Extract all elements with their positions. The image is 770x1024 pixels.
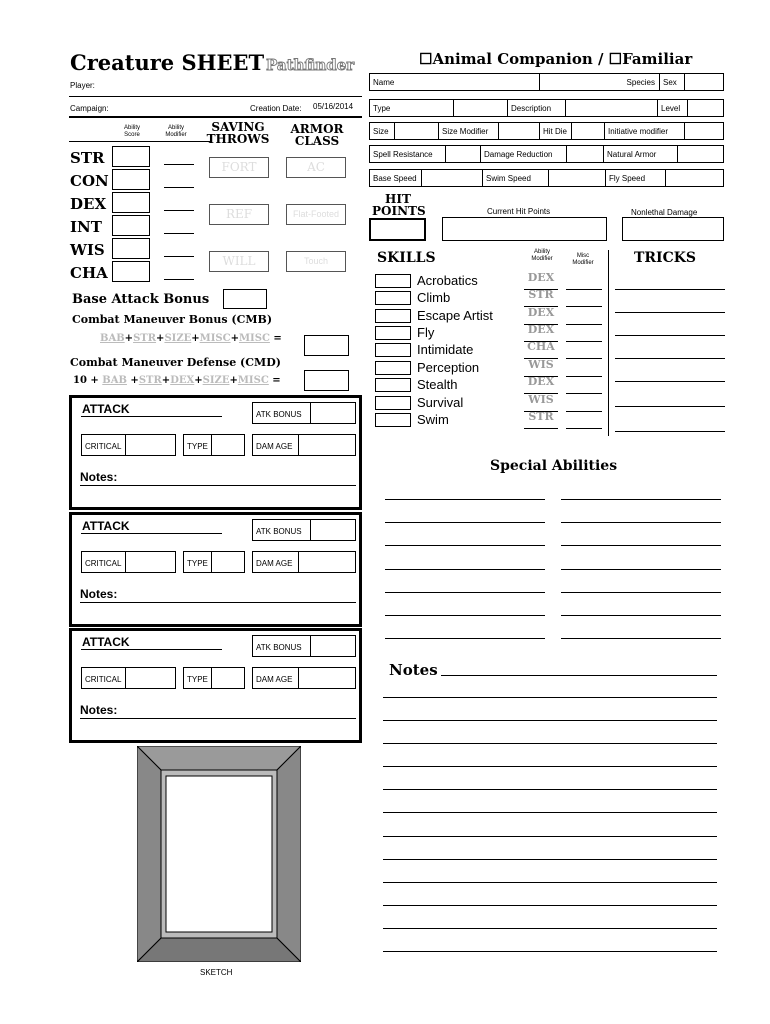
row-type [369,99,724,117]
special-ability-line[interactable] [385,522,545,523]
skill-misc-line[interactable] [566,306,602,307]
bab-label: Base Attack Bonus [72,292,210,307]
atk-bonus-divider [310,403,311,423]
skill-ability: DEX [527,323,555,336]
skill-ability: DEX [527,306,555,319]
current-hp-box[interactable] [442,217,607,241]
level-label-cell: Level [658,100,688,116]
skill-rank-box[interactable] [375,361,411,375]
int-modifier-line[interactable] [164,233,194,234]
attack-name-line[interactable] [81,649,222,650]
notes-line[interactable] [383,720,717,721]
atk-bonus-divider [310,520,311,540]
ability-header-rule [69,141,211,142]
special-ability-line[interactable] [561,522,721,523]
nonlethal-label: Nonlethal Damage [631,208,698,217]
fly-speed-field[interactable] [666,170,723,186]
special-abilities-header: Special Abilities [490,458,618,474]
skill-ability: STR [528,410,554,423]
critical-divider [125,435,126,455]
player-line[interactable] [69,96,362,97]
notes-line[interactable] [383,697,717,698]
skill-ability-line [524,376,558,377]
skill-ability: DEX [527,375,555,388]
skill-ability-line [524,341,558,342]
skill-ability: WIS [528,393,554,406]
critical-divider [125,552,126,572]
creation-date-value: 05/16/2014 [313,102,354,111]
sheet-title: Creature SHEET [70,50,265,75]
notes-line[interactable] [383,951,717,952]
ability-str-label: STR [70,149,105,167]
atk-bonus-field[interactable] [252,519,356,541]
skill-rank-box[interactable] [375,343,411,357]
fort-save-box[interactable]: FORT [209,157,269,178]
damage-label: DAM AGE [256,442,293,451]
skill-name: Fly [417,325,435,340]
special-ability-line[interactable] [561,592,721,593]
cmb-box[interactable] [304,335,349,356]
size-modifier-field[interactable] [499,123,540,139]
ability-dex-label: DEX [70,195,107,213]
dex-modifier-line[interactable] [164,210,194,211]
attack-block-3 [69,628,362,743]
attack-name-line[interactable] [81,416,222,417]
skill-rank-box[interactable] [375,309,411,323]
special-ability-line[interactable] [385,615,545,616]
special-ability-line[interactable] [385,569,545,570]
skill-name: Stealth [417,377,458,392]
base-speed-label-cell: Base Speed [370,170,422,186]
skill-name: Climb [417,290,451,305]
type-field[interactable]: Type [370,100,454,116]
trick-line[interactable] [615,406,725,407]
special-ability-line[interactable] [561,545,721,546]
nonlethal-box[interactable] [622,217,724,241]
initiative-label-cell: Initiative modifier [605,123,685,139]
skill-ability-line [524,358,558,359]
skill-name: Escape Artist [417,308,493,323]
skill-rank-box[interactable] [375,413,411,427]
atk-bonus-label: ATK BONUS [256,410,302,419]
special-ability-line[interactable] [561,499,721,500]
skill-ability-line [524,428,558,429]
sex-label-cell: Sex [660,74,685,90]
attack-notes-line[interactable] [80,718,356,719]
type-value[interactable] [454,100,508,116]
saving-throws-header: SAVING THROWS [206,120,270,146]
notes-line[interactable] [383,836,717,837]
current-hp-label: Current Hit Points [487,207,551,216]
con-modifier-line[interactable] [164,187,194,188]
damage-reduction-label-cell: Damage Reduction [481,146,567,162]
type-divider [211,552,212,572]
skill-name: Intimidate [417,342,474,357]
cmb-formula: BAB+STR+SIZE+MISC+MISC = [100,333,282,344]
skill-ability-line [524,411,558,412]
natural-armor-field[interactable] [678,146,723,162]
damage-label: DAM AGE [256,675,293,684]
special-ability-line[interactable] [385,638,545,639]
header-divider [69,116,362,118]
attack-notes-label: Notes: [80,703,118,717]
damage-field[interactable] [252,434,356,456]
row-speed [369,169,724,187]
campaign-label: Campaign: [70,104,109,113]
skills-header: SKILLS [377,250,436,266]
ability-score-header: Ability Score [123,125,140,138]
notes-line[interactable] [383,743,717,744]
fly-speed-label-cell: Fly Speed [606,170,666,186]
bab-box[interactable] [223,289,267,309]
skill-ability-line [524,324,558,325]
special-ability-line[interactable] [385,545,545,546]
attack-label: ATTACK [82,402,130,416]
hit-points-label: HIT POINTS [372,192,426,218]
notes-header: Notes [389,661,438,679]
notes-line[interactable] [383,789,717,790]
skill-name: Survival [417,395,464,410]
atk-bonus-field[interactable] [252,402,356,424]
type-divider [211,435,212,455]
special-ability-line[interactable] [561,638,721,639]
con-score-box[interactable] [112,169,150,190]
tricks-header: TRICKS [634,250,697,266]
critical-label: CRITICAL [85,675,122,684]
skill-ability-line [524,306,558,307]
critical-divider [125,668,126,688]
wis-modifier-line[interactable] [164,256,194,257]
damage-field[interactable] [252,667,356,689]
row-size [369,122,724,140]
skill-misc-line[interactable] [566,324,602,325]
critical-label: CRITICAL [85,442,122,451]
atk-bonus-field[interactable] [252,635,356,657]
spell-resistance-label-cell: Spell Resistance [370,146,446,162]
hit-die-field[interactable] [572,123,605,139]
str-score-box[interactable] [112,146,150,167]
attack-notes-label: Notes: [80,470,118,484]
trick-line[interactable] [615,289,725,290]
notes-line[interactable] [383,812,717,813]
size-modifier-label-cell: Size Modifier [439,123,499,139]
species-field[interactable]: Species [540,74,660,90]
hit-die-label-cell: Hit Die [540,123,572,139]
size-field[interactable] [395,123,439,139]
damage-label: DAM AGE [256,559,293,568]
skill-misc-line[interactable] [566,341,602,342]
notes-line[interactable] [383,905,717,906]
skill-ability: DEX [527,271,555,284]
type-divider [211,668,212,688]
str-modifier-line[interactable] [164,164,194,165]
cmd-label: Combat Maneuver Defense (CMD) [70,356,281,369]
touch-box[interactable]: Touch [286,251,346,272]
cmd-formula: 10 + BAB +STR+DEX+SIZE+MISC = [73,375,281,386]
damage-divider [298,668,299,688]
attack-block-1 [69,395,362,510]
row-name [369,73,724,91]
skill-ability-line [524,393,558,394]
trick-line[interactable] [615,431,725,432]
type-label: TYPE [187,442,208,451]
skill-misc-line[interactable] [566,358,602,359]
skill-ability: CHA [527,340,555,353]
attack-name-line[interactable] [81,533,222,534]
type-label: TYPE [187,559,208,568]
skill-ability: WIS [528,358,554,371]
skill-misc-line[interactable] [566,376,602,377]
special-ability-line[interactable] [385,592,545,593]
skill-name: Acrobatics [417,273,478,288]
ability-int-label: INT [70,218,102,236]
damage-divider [298,552,299,572]
critical-field[interactable] [81,551,176,573]
skill-name: Perception [417,360,480,375]
initiative-field[interactable] [685,123,723,139]
ac-box[interactable]: AC [286,157,346,178]
trick-line[interactable] [615,312,725,313]
cmd-box[interactable] [304,370,349,391]
notes-line[interactable] [383,882,717,883]
armor-class-header: ARMOR CLASS [290,122,344,148]
will-save-box[interactable]: WILL [209,251,269,272]
level-field[interactable] [688,100,723,116]
system-logo: Pathfinder [266,56,355,74]
special-ability-line[interactable] [561,615,721,616]
attack-notes-line[interactable] [80,602,356,603]
creation-date-label: Creation Date: [250,104,302,113]
cha-score-box[interactable] [112,261,150,282]
skill-misc-line[interactable] [566,393,602,394]
skill-ability: STR [528,288,554,301]
skill-misc-line[interactable] [566,428,602,429]
skill-rank-box[interactable] [375,378,411,392]
notes-line[interactable] [441,675,717,676]
critical-field[interactable] [81,667,176,689]
sketch-label: SKETCH [200,968,233,977]
cmb-label: Combat Maneuver Bonus (CMB) [72,313,273,326]
tricks-divider [608,250,609,436]
name-field[interactable]: Name [370,74,540,90]
trick-line[interactable] [615,335,725,336]
attack-notes-label: Notes: [80,587,118,601]
ability-wis-label: WIS [70,241,105,259]
hit-points-box[interactable] [369,218,426,241]
notes-line[interactable] [383,928,717,929]
skill-rank-box[interactable] [375,396,411,410]
description-field[interactable] [566,100,658,116]
size-label-cell: Size [370,123,395,139]
description-label-cell: Description [508,100,566,116]
skill-name: Swim [417,412,449,427]
ability-cha-label: CHA [70,264,108,282]
critical-field[interactable] [81,434,176,456]
type-field-attack[interactable] [183,434,245,456]
damage-divider [298,435,299,455]
player-label: Player: [70,81,95,90]
natural-armor-label-cell: Natural Armor [604,146,678,162]
flat-footed-box[interactable]: Flat-Footed [286,204,346,225]
skill-rank-box[interactable] [375,326,411,340]
skills-ability-mod-header: Ability Modifier [531,249,553,262]
notes-line[interactable] [383,766,717,767]
damage-reduction-field[interactable] [567,146,604,162]
type-field-attack[interactable] [183,667,245,689]
atk-bonus-divider [310,636,311,656]
skill-rank-box[interactable] [375,291,411,305]
critical-label: CRITICAL [85,559,122,568]
special-ability-line[interactable] [561,569,721,570]
damage-field[interactable] [252,551,356,573]
sketch-frame[interactable] [137,746,301,962]
attack-label: ATTACK [82,519,130,533]
type-label: TYPE [187,675,208,684]
row-resist [369,145,724,163]
skill-rank-box[interactable] [375,274,411,288]
attack-label: ATTACK [82,635,130,649]
special-ability-line[interactable] [385,499,545,500]
trick-line[interactable] [615,358,725,359]
ability-modifier-header: Ability Modifier [165,125,187,138]
cha-modifier-line[interactable] [164,279,194,280]
sex-field[interactable] [685,74,723,90]
dex-score-box[interactable] [112,192,150,213]
atk-bonus-label: ATK BONUS [256,643,302,652]
int-score-box[interactable] [112,215,150,236]
skill-misc-line[interactable] [566,411,602,412]
skills-misc-mod-header: Misc Modifier [572,253,594,266]
swim-speed-field[interactable] [549,170,606,186]
base-speed-field[interactable] [422,170,483,186]
trick-line[interactable] [615,381,725,382]
wis-score-box[interactable] [112,238,150,259]
skill-misc-line[interactable] [566,289,602,290]
swim-speed-label-cell: Swim Speed [483,170,549,186]
skill-ability-line [524,289,558,290]
ref-save-box[interactable]: REF [209,204,269,225]
notes-line[interactable] [383,859,717,860]
ability-con-label: CON [70,172,109,190]
attack-notes-line[interactable] [80,485,356,486]
type-field-attack[interactable] [183,551,245,573]
attack-block-2 [69,512,362,627]
companion-title: ☐Animal Companion / ☐Familiar [419,50,693,68]
spell-resistance-field[interactable] [446,146,481,162]
atk-bonus-label: ATK BONUS [256,527,302,536]
